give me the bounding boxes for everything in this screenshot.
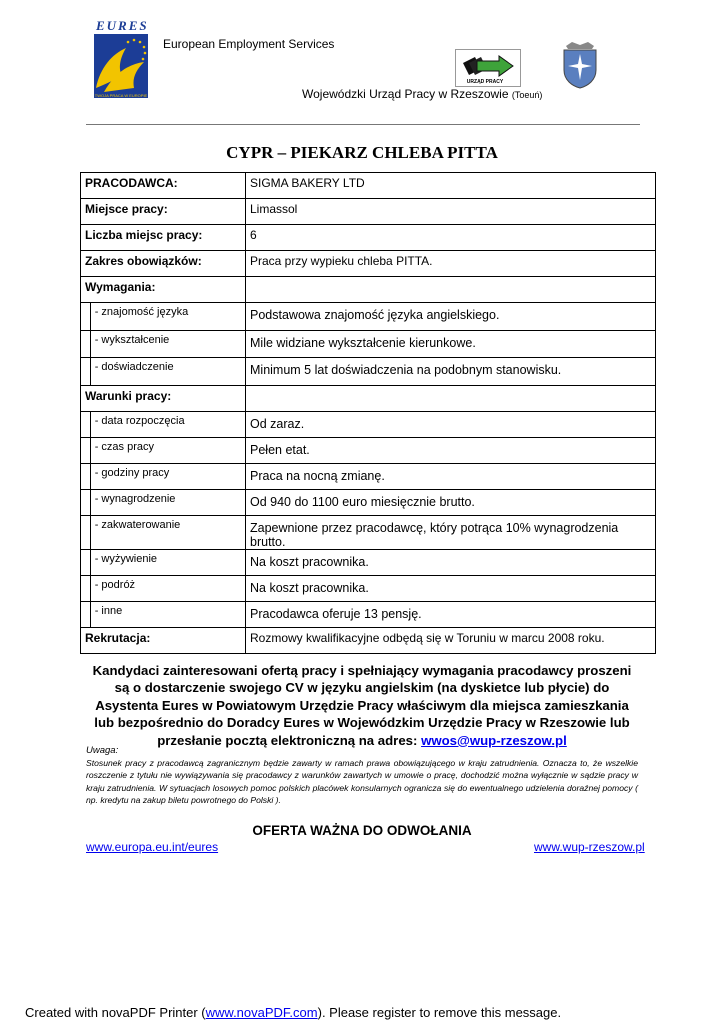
condition-value: Od zaraz. [246,412,656,438]
location-label: Miejsce pracy: [81,199,246,225]
offer-title: CYPR – PIEKARZ CHLEBA PITTA [226,143,498,162]
empty-cell [246,386,656,412]
table-row [81,550,656,576]
eures-website-link[interactable]: www.europa.eu.int/eures [86,840,219,854]
requirement-value: Minimum 5 lat doświadczenia na podobnym stanowisku. [246,358,656,386]
wup-org-name-text: Wojewódzki Urząd Pracy w Rzeszowie [302,87,509,101]
offer-table [80,172,656,654]
indent-cell [81,516,91,550]
application-instructions [86,662,638,749]
header-divider [86,124,640,125]
indent-cell [81,331,91,358]
requirement-label: - znajomość języka [90,303,245,331]
footer-prefix: Created with novaPDF Printer ( [25,1005,206,1020]
application-text: Kandydaci zainteresowani ofertą pracy i spełniający wymagania pracodawcy proszeni są o dostarczenie swojego CV w języku angielskim (na dyskietce lub płycie) do Asystenta Eures w Powiatowym Urzędzie Pracy właściwym dla miejsca zamieszkania lub bezpośrednio do Doradcy Eures w Wojewódzkim Urzędzie Pracy w Rzeszowie lub przesłanie pocztą elektroniczną na adres: [92,663,632,748]
indent-cell [81,576,91,602]
requirements-label: Wymagania: [81,277,246,303]
table-row [81,199,656,225]
recruitment-value: Rozmowy kwalifikacyjne odbędą się w Toruniu w marcu 2008 roku. [246,628,656,654]
recruitment-label: Rekrutacja: [81,628,246,654]
wup-org-name [302,87,542,101]
wup-logo [455,49,521,87]
positions-label: Liczba miejsc pracy: [81,225,246,251]
table-row [81,412,656,438]
condition-label: - zakwaterowanie [90,516,245,550]
note-text: Stosunek pracy z pracodawcą zagranicznym będzie zawarty w ramach prawa obowiązującego w kraju zatrudnienia. Oznacza to, że wszelkie roszczenie z tytułu nie wywiązywania się pracodawcy z warunków zawartych w umowie o pracę, dochodzić można wyłącznie w sądzie pracy w kraju zatrudnienia. W sytuacjach losowych pomoc polskich placówek konsularnych ogranicza się do ewentualnego udzielenia doraźnej pomocy ( np. kredytu na zakup biletu powrotnego do Polski ). [86,758,638,806]
condition-value: Praca na nocną zmianę. [246,464,656,490]
pdf-footer [25,1005,561,1020]
indent-cell [81,550,91,576]
indent-cell [81,464,91,490]
requirement-value: Mile widziane wykształcenie kierunkowe. [246,331,656,358]
table-row [81,331,656,358]
table-row [81,602,656,628]
note-label: Uwaga: [86,745,119,756]
condition-value: Od 940 do 1100 euro miesięcznie brutto. [246,490,656,516]
location-value: Limassol [246,199,656,225]
employer-value: SIGMA BAKERY LTD [246,173,656,199]
table-row [81,251,656,277]
condition-label: - data rozpoczęcia [90,412,245,438]
novapdf-link[interactable]: www.novaPDF.com [205,1005,318,1020]
table-row [81,438,656,464]
duties-label: Zakres obowiązków: [81,251,246,277]
condition-label: - wynagrodzenie [90,490,245,516]
wup-org-city: (Toeuń) [511,90,543,100]
eures-logo [86,18,156,100]
conditions-label: Warunki pracy: [81,386,246,412]
condition-label: - podróż [90,576,245,602]
indent-cell [81,602,91,628]
positions-value: 6 [246,225,656,251]
condition-value: Zapewnione przez pracodawcę, który potrąca 10% wynagrodzenia brutto. [246,516,656,550]
condition-label: - inne [90,602,245,628]
table-row [81,516,656,550]
table-row [81,490,656,516]
requirement-label: - doświadczenie [90,358,245,386]
empty-cell [246,277,656,303]
indent-cell [81,412,91,438]
eures-logo-text: EURES [96,18,149,33]
condition-value: Pracodawca oferuje 13 pensję. [246,602,656,628]
indent-cell [81,358,91,386]
wup-logo-text: URZĄD PRACY [466,79,504,85]
condition-label: - wyżywienie [90,550,245,576]
table-row [81,628,656,654]
contact-email-link[interactable]: wwos@wup-rzeszow.pl [421,732,567,748]
table-row [81,277,656,303]
offer-validity: OFERTA WAŻNA DO ODWOŁANIA [252,823,472,838]
employer-label: PRACODAWCA: [81,173,246,199]
table-row [81,576,656,602]
condition-value: Na koszt pracownika. [246,576,656,602]
indent-cell [81,303,91,331]
requirement-label: - wykształcenie [90,331,245,358]
table-row [81,173,656,199]
table-row [81,386,656,412]
eures-logo-tagline: TWOJA PRACA W EUROPIE [94,93,148,98]
crest-emblem [560,40,600,90]
indent-cell [81,490,91,516]
condition-label: - godziny pracy [90,464,245,490]
footer-suffix: ). Please register to remove this message. [317,1005,562,1020]
eures-org-name: European Employment Services [163,37,335,51]
duties-value: Praca przy wypieku chleba PITTA. [246,251,656,277]
wup-website-link[interactable]: www.wup-rzeszow.pl [534,840,645,854]
condition-value: Na koszt pracownika. [246,550,656,576]
table-row [81,464,656,490]
indent-cell [81,438,91,464]
table-row [81,303,656,331]
table-row [81,225,656,251]
table-row [81,358,656,386]
requirement-value: Podstawowa znajomość języka angielskiego. [246,303,656,331]
condition-value: Pełen etat. [246,438,656,464]
condition-label: - czas pracy [90,438,245,464]
